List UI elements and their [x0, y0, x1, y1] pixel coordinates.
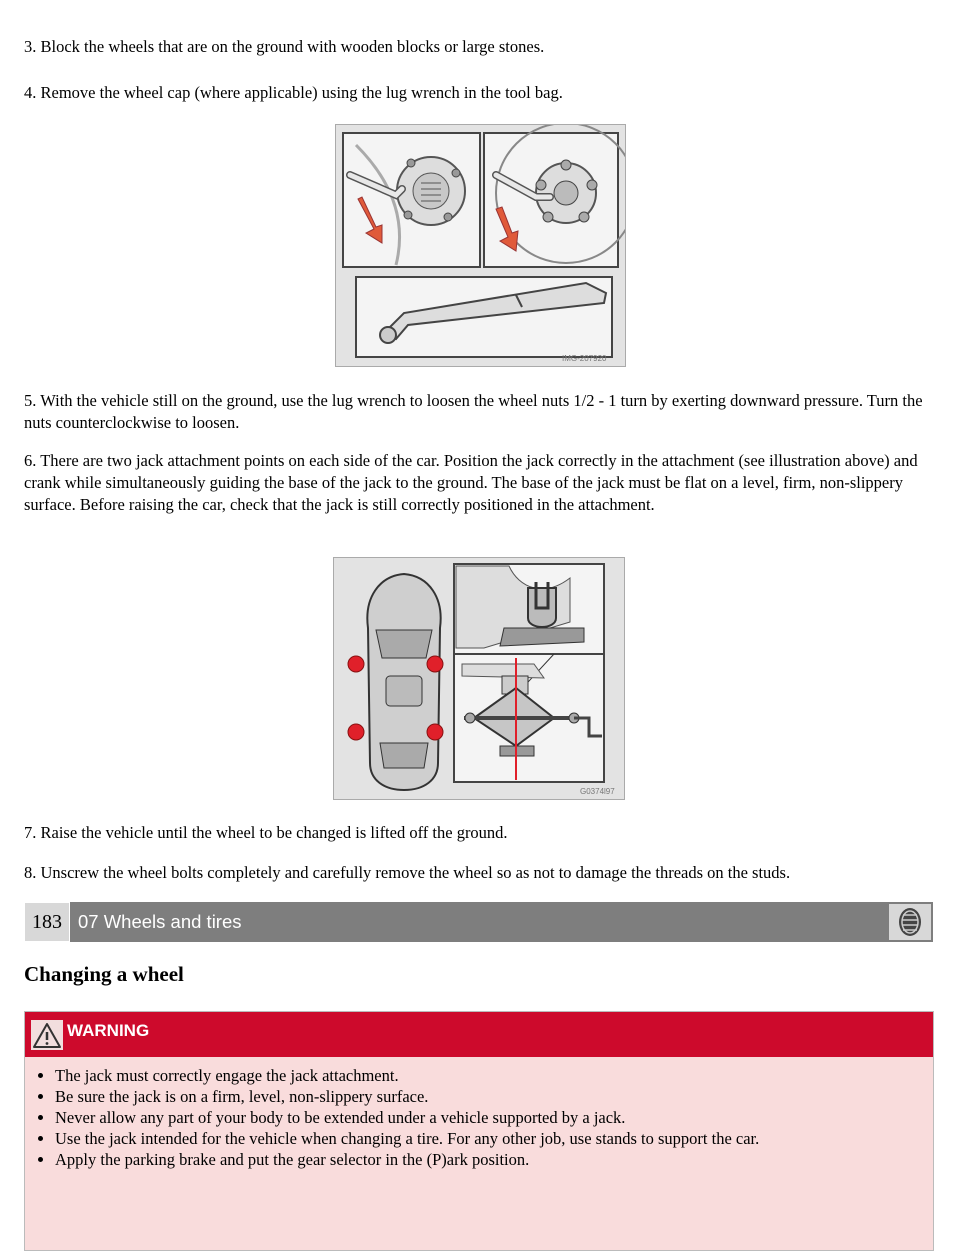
step-8-text: 8. Unscrew the wheel bolts completely and carefully remove the wheel so as not to damage the threads on the studs. [24, 863, 791, 882]
jack-image-id: G0374l97 [580, 787, 615, 796]
page-number: 183 [24, 902, 70, 942]
step-6-text: 6. There are two jack attachment points on each side of the car. Position the jack correctly in the attachment (see illustration above) and crank while simultaneously guiding the base of the jack to the ground. The base of the jack must be flat on a level, firm, non-slippery surface. Before raising the car, check that the jack is still correctly positioned in the attachment. [24, 451, 918, 514]
step-3-text: 3. Block the wheels that are on the ground with wooden blocks or large stones. [24, 37, 545, 56]
chapter-title: 07 Wheels and tires [78, 911, 242, 932]
warning-item: • Be sure the jack is on a firm, level, non-slippery surface. [55, 1086, 933, 1107]
warning-item: • Never allow any part of your body to be extended under a vehicle supported by a jack. [55, 1107, 933, 1128]
section-heading: Changing a wheel [24, 962, 184, 986]
warning-item: • Use the jack intended for the vehicle when changing a tire. For any other job, use stands to support the car. [55, 1128, 933, 1149]
warning-item: • The jack must correctly engage the jack attachment. [55, 1065, 933, 1086]
warning-list [25, 1065, 933, 1170]
wrench-image-id: IMG-207920 [562, 354, 607, 363]
warning-label: WARNING [67, 1021, 150, 1040]
step-4-text: 4. Remove the wheel cap (where applicable) using the lug wrench in the tool bag. [24, 83, 563, 102]
warning-box [24, 1011, 934, 1251]
warning-item: • Apply the parking brake and put the gear selector in the (P)ark position. [55, 1149, 933, 1170]
step-5-text: 5. With the vehicle still on the ground, use the lug wrench to loosen the wheel nuts 1/2 - 1 turn by exerting downward pressure. Turn the nuts counterclockwise to loosen. [24, 391, 923, 432]
tire-icon [889, 904, 931, 940]
warning-header [25, 1012, 933, 1057]
chapter-header-bar [24, 902, 933, 942]
jack-attachment-illustration [333, 557, 625, 800]
step-7-text: 7. Raise the vehicle until the wheel to be changed is lifted off the ground. [24, 823, 508, 842]
warning-triangle-icon [31, 1020, 63, 1050]
lug-wrench-illustration [335, 124, 626, 367]
